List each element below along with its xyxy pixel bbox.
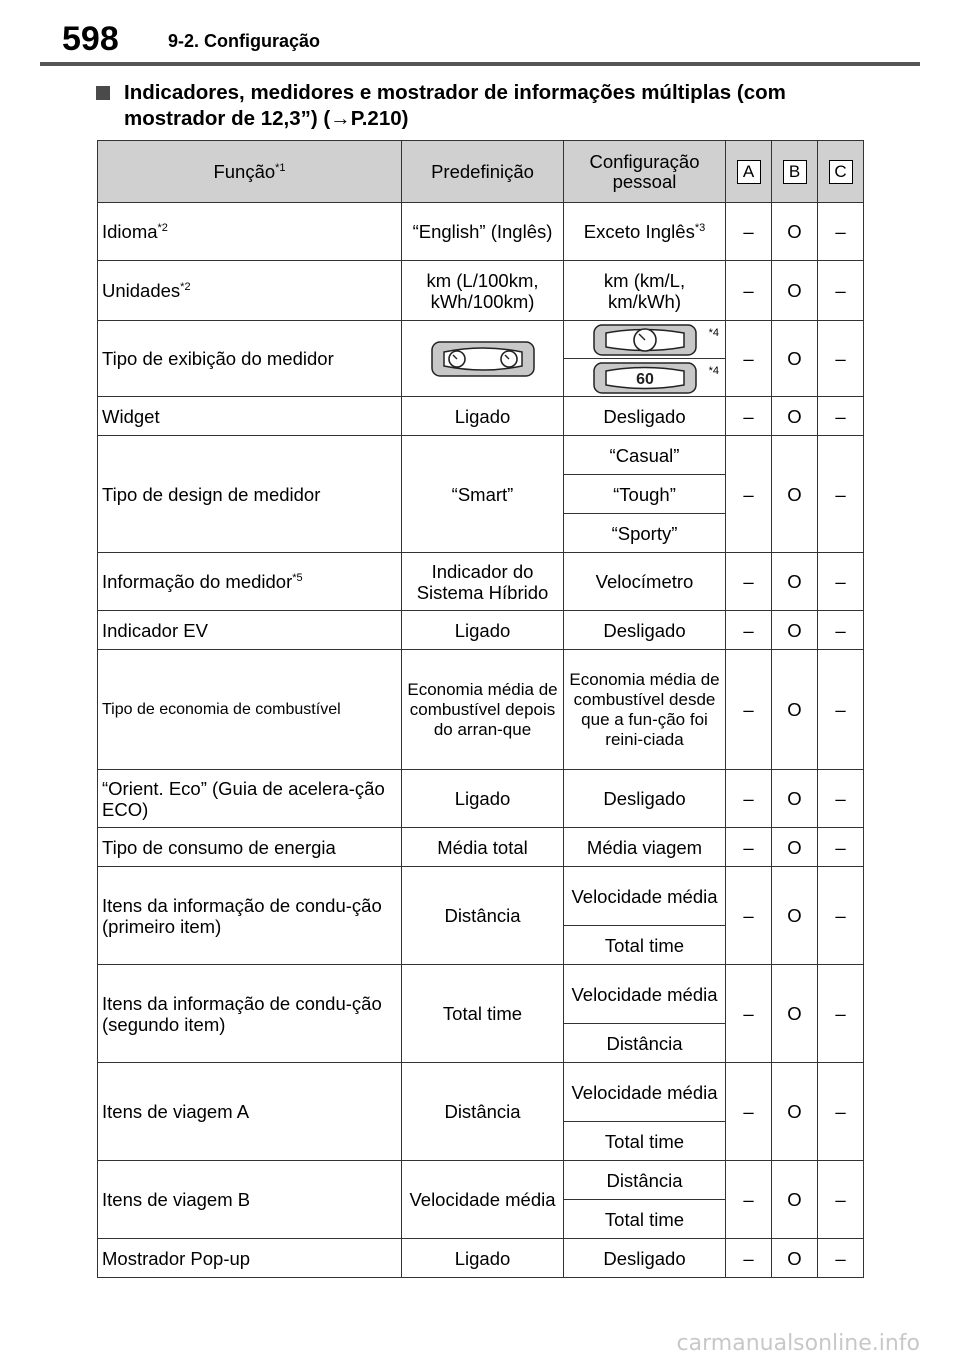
- cell-config: Distância: [564, 1161, 726, 1200]
- table-header-row: [98, 141, 864, 203]
- cell-funcao: Unidades$^{*2}$: [98, 261, 402, 321]
- cell-c: –: [818, 867, 864, 965]
- digital-speed-display-icon: [592, 361, 698, 395]
- cell-a: –: [726, 650, 772, 770]
- cell-c: –: [818, 1239, 864, 1278]
- cell-config: Total time: [564, 926, 726, 965]
- cell-b: O: [772, 553, 818, 611]
- cell-predefinicao: “English” (Inglês): [402, 203, 564, 261]
- header-funcao: Função$^{*1}$: [98, 141, 402, 203]
- cell-config: Exceto Inglês$^{*3}$: [564, 203, 726, 261]
- cell-a: –: [726, 1239, 772, 1278]
- cell-a: –: [726, 611, 772, 650]
- table-row: [98, 828, 864, 867]
- cell-predefinicao: Economia média de combustível depois do arran-que: [402, 650, 564, 770]
- cell-c: –: [818, 203, 864, 261]
- cell-funcao: Tipo de economia de combustível: [98, 650, 402, 770]
- cell-c: –: [818, 1161, 864, 1239]
- table-row: [98, 770, 864, 828]
- table-row: [98, 1063, 864, 1122]
- cell-funcao: Widget: [98, 397, 402, 436]
- cell-config: Velocidade média: [564, 965, 726, 1024]
- cell-predefinicao: Velocidade média: [402, 1161, 564, 1239]
- cell-config: Velocidade média: [564, 1063, 726, 1122]
- table-row: [98, 965, 864, 1024]
- cell-config: Velocidade média: [564, 867, 726, 926]
- cell-config: “Sporty”: [564, 514, 726, 553]
- cell-c: –: [818, 828, 864, 867]
- cell-config: Média viagem: [564, 828, 726, 867]
- cell-predefinicao: Média total: [402, 828, 564, 867]
- cell-predefinicao: [402, 321, 564, 397]
- header-configuracao: Configuração pessoal: [564, 141, 726, 203]
- cell-funcao: Idioma$^{*2}$: [98, 203, 402, 261]
- table-row: [98, 397, 864, 436]
- bullet-square-icon: [96, 86, 110, 100]
- cell-funcao: Itens da informação de condu-ção (segundo item): [98, 965, 402, 1063]
- cell-a: –: [726, 1161, 772, 1239]
- table-row: [98, 553, 864, 611]
- cell-a: –: [726, 828, 772, 867]
- cell-b: O: [772, 261, 818, 321]
- table-row: [98, 436, 864, 475]
- table-row: [98, 650, 864, 770]
- cell-config: Velocímetro: [564, 553, 726, 611]
- footnote-4: *4: [708, 364, 719, 377]
- table-row: [98, 321, 864, 359]
- cell-b: O: [772, 650, 818, 770]
- cell-a: –: [726, 867, 772, 965]
- single-dial-display-icon: [592, 323, 698, 357]
- cell-config: “Tough”: [564, 475, 726, 514]
- cell-a: –: [726, 203, 772, 261]
- cell-funcao: Indicador EV: [98, 611, 402, 650]
- cell-b: O: [772, 1063, 818, 1161]
- cell-c: –: [818, 397, 864, 436]
- footnote-4: *4: [708, 326, 719, 339]
- cell-predefinicao: Ligado: [402, 397, 564, 436]
- cell-config: “Casual”: [564, 436, 726, 475]
- cell-predefinicao: Ligado: [402, 770, 564, 828]
- cell-b: O: [772, 828, 818, 867]
- cell-c: –: [818, 611, 864, 650]
- cell-a: –: [726, 770, 772, 828]
- cell-funcao: Itens de viagem B: [98, 1161, 402, 1239]
- cell-funcao: Tipo de design de medidor: [98, 436, 402, 553]
- cell-funcao: “Orient. Eco” (Guia de acelera-ção ECO): [98, 770, 402, 828]
- header-c: C: [818, 141, 864, 203]
- header-a: A: [726, 141, 772, 203]
- cell-predefinicao: Indicador do Sistema Híbrido: [402, 553, 564, 611]
- cell-funcao: Itens de viagem A: [98, 1063, 402, 1161]
- cell-c: –: [818, 1063, 864, 1161]
- double-gauge-display-icon: [430, 340, 536, 378]
- cell-c: –: [818, 770, 864, 828]
- cell-predefinicao: Ligado: [402, 1239, 564, 1278]
- cell-config: [564, 321, 726, 359]
- cell-a: –: [726, 553, 772, 611]
- cell-funcao: Informação do medidor$^{*5}$: [98, 553, 402, 611]
- svg-text:60: 60: [635, 370, 654, 388]
- table-row: [98, 611, 864, 650]
- cell-predefinicao: Ligado: [402, 611, 564, 650]
- cell-funcao: Tipo de consumo de energia: [98, 828, 402, 867]
- cell-config: Distância: [564, 1024, 726, 1063]
- cell-a: –: [726, 436, 772, 553]
- cell-config: Desligado: [564, 611, 726, 650]
- cell-c: –: [818, 965, 864, 1063]
- cell-b: O: [772, 611, 818, 650]
- cell-config: Economia média de combustível desde que a fun-ção foi reini-ciada: [564, 650, 726, 770]
- cell-config: Desligado: [564, 1239, 726, 1278]
- cell-funcao: Itens da informação de condu-ção (primeiro item): [98, 867, 402, 965]
- cell-config: Total time: [564, 1200, 726, 1239]
- chapter-title: 9-2. Configuração: [168, 31, 321, 51]
- cell-predefinicao: Distância: [402, 867, 564, 965]
- cell-predefinicao: “Smart”: [402, 436, 564, 553]
- header-b: B: [772, 141, 818, 203]
- cell-c: –: [818, 553, 864, 611]
- cell-c: –: [818, 650, 864, 770]
- header-rule: [40, 62, 920, 66]
- cell-c: –: [818, 436, 864, 553]
- cell-a: –: [726, 321, 772, 397]
- cell-config: Total time: [564, 1122, 726, 1161]
- cell-b: O: [772, 203, 818, 261]
- cell-a: –: [726, 397, 772, 436]
- section-heading: [96, 80, 876, 132]
- header-predefinicao: Predefinição: [402, 141, 564, 203]
- cell-config: [564, 359, 726, 397]
- cell-b: O: [772, 770, 818, 828]
- cell-b: O: [772, 965, 818, 1063]
- cell-a: –: [726, 1063, 772, 1161]
- cell-funcao: Mostrador Pop-up: [98, 1239, 402, 1278]
- cell-b: O: [772, 321, 818, 397]
- table-row: [98, 1239, 864, 1278]
- cell-b: O: [772, 867, 818, 965]
- cell-a: –: [726, 965, 772, 1063]
- table-row: [98, 203, 864, 261]
- cell-c: –: [818, 261, 864, 321]
- table-row: [98, 867, 864, 926]
- section-title: Indicadores, medidores e mostrador de informações múltiplas (com mostrador de 12,3”) (→P.210): [124, 81, 786, 130]
- cell-config: km (km/L, km/kWh): [564, 261, 726, 321]
- cell-b: O: [772, 436, 818, 553]
- cell-c: –: [818, 321, 864, 397]
- cell-config: Desligado: [564, 770, 726, 828]
- table-row: [98, 1161, 864, 1200]
- page-number: 598: [62, 20, 119, 58]
- cell-b: O: [772, 397, 818, 436]
- table-row: [98, 261, 864, 321]
- watermark: carmanualsonline.info: [676, 1331, 920, 1356]
- cell-b: O: [772, 1239, 818, 1278]
- cell-predefinicao: Total time: [402, 965, 564, 1063]
- cell-b: O: [772, 1161, 818, 1239]
- cell-funcao: Tipo de exibição do medidor: [98, 321, 402, 397]
- cell-predefinicao: Distância: [402, 1063, 564, 1161]
- cell-predefinicao: km (L/100km, kWh/100km): [402, 261, 564, 321]
- cell-config: Desligado: [564, 397, 726, 436]
- cell-a: –: [726, 261, 772, 321]
- settings-table: [97, 140, 864, 1278]
